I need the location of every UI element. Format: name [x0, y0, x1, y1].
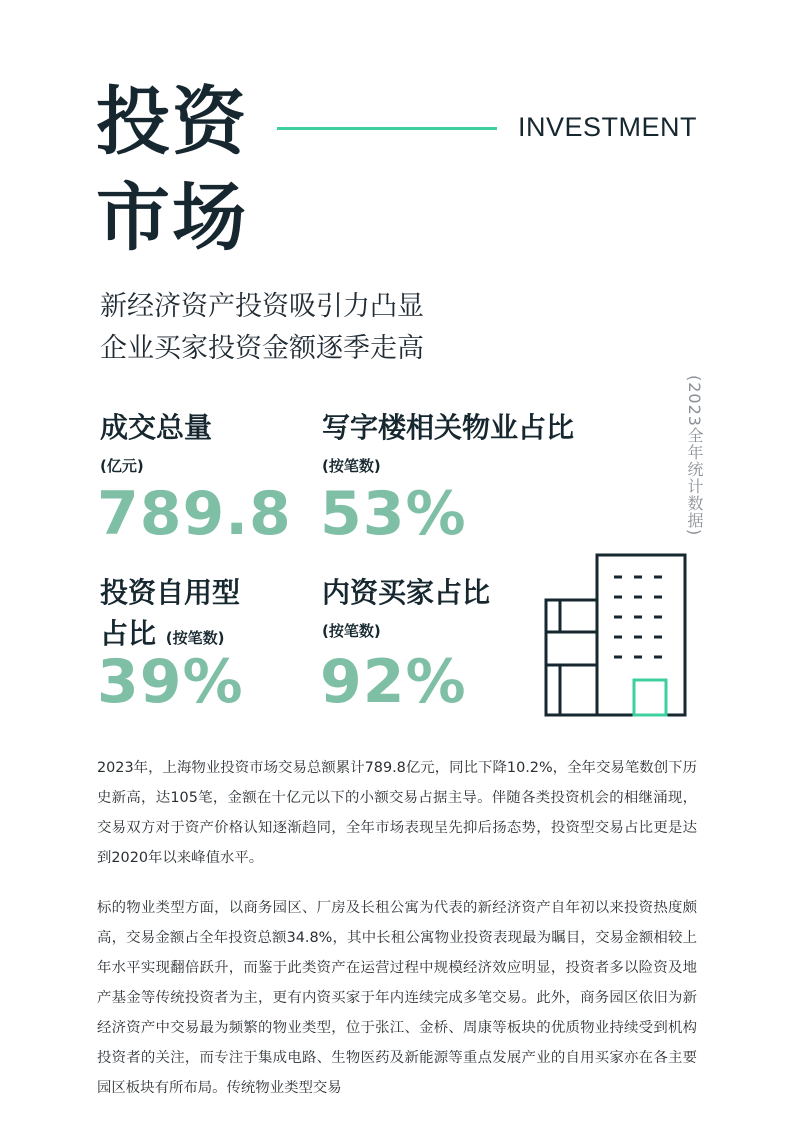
stat-domestic-buyer-label: 内资买家占比	[322, 576, 491, 609]
stat-domestic-buyer-value: 92%	[320, 647, 467, 717]
stat-total-volume-unit: (亿元)	[100, 457, 144, 475]
stat-owner-occupier-value: 39%	[97, 647, 244, 717]
stat-owner-occupier-unit: (按笔数)	[165, 629, 225, 647]
subtitle-line1: 新经济资产投资吸引力凸显	[100, 291, 424, 322]
stat-total-volume-label: 成交总量	[100, 411, 213, 444]
body-paragraph-2: 标的物业类型方面，以商务园区、厂房及长租公寓为代表的新经济资产自年初以来投资热度颇高，交易金额占全年投资总额34.8%，其中长租公寓物业投资表现最为瞩目，交易金额相较上年水平实现翻倍跃升，而鉴于此类资产在运营过程中规模经济效应明显，投资者多以险资及地产基金等传统投资者为主，更有内资买家于年内连续完成多笔交易。此外，商务园区依旧为新经济资产中交易最为频繁的物业类型，位于张江、金桥、周康等板块的优质物业持续受到机构投资者的关注，而专注于集成电路、生物医药及新能源等重点发展产业的自用买家亦在各主要园区板块有所布局。传统物业类型交易	[97, 900, 697, 1096]
stat-office-share-unit: (按笔数)	[322, 457, 381, 475]
accent-divider	[277, 127, 497, 130]
building-icon	[540, 552, 690, 718]
body-paragraph-1: 2023年，上海物业投资市场交易总额累计789.8亿元，同比下降10.2%，全年交易笔数创下历史新高，达105笔，金额在十亿元以下的小额交易占据主导。伴随各类投资机会的相继涌现，交易双方对于资产价格认知逐渐趋同，全年市场表现呈先抑后扬态势，投资型交易占比更是达到2020年以来峰值水平。	[97, 760, 697, 866]
stat-total-volume-value: 789.8	[97, 479, 292, 549]
stat-office-share-value: 53%	[320, 479, 467, 549]
stat-owner-occupier-label-line1: 投资自用型	[100, 576, 241, 609]
stat-office-share-label: 写字楼相关物业占比	[322, 411, 575, 444]
page-title-line2: 市场	[96, 175, 248, 261]
page-title-line1: 投资	[96, 79, 248, 165]
section-label-english: INVESTMENT	[518, 112, 698, 142]
annual-data-note: (2023全年统计数据)	[685, 375, 704, 537]
subtitle-line2: 企业买家投资金额逐季走高	[100, 333, 424, 364]
stat-domestic-buyer-unit: (按笔数)	[322, 622, 381, 640]
stat-owner-occupier-label-line2: 占比	[100, 617, 157, 650]
